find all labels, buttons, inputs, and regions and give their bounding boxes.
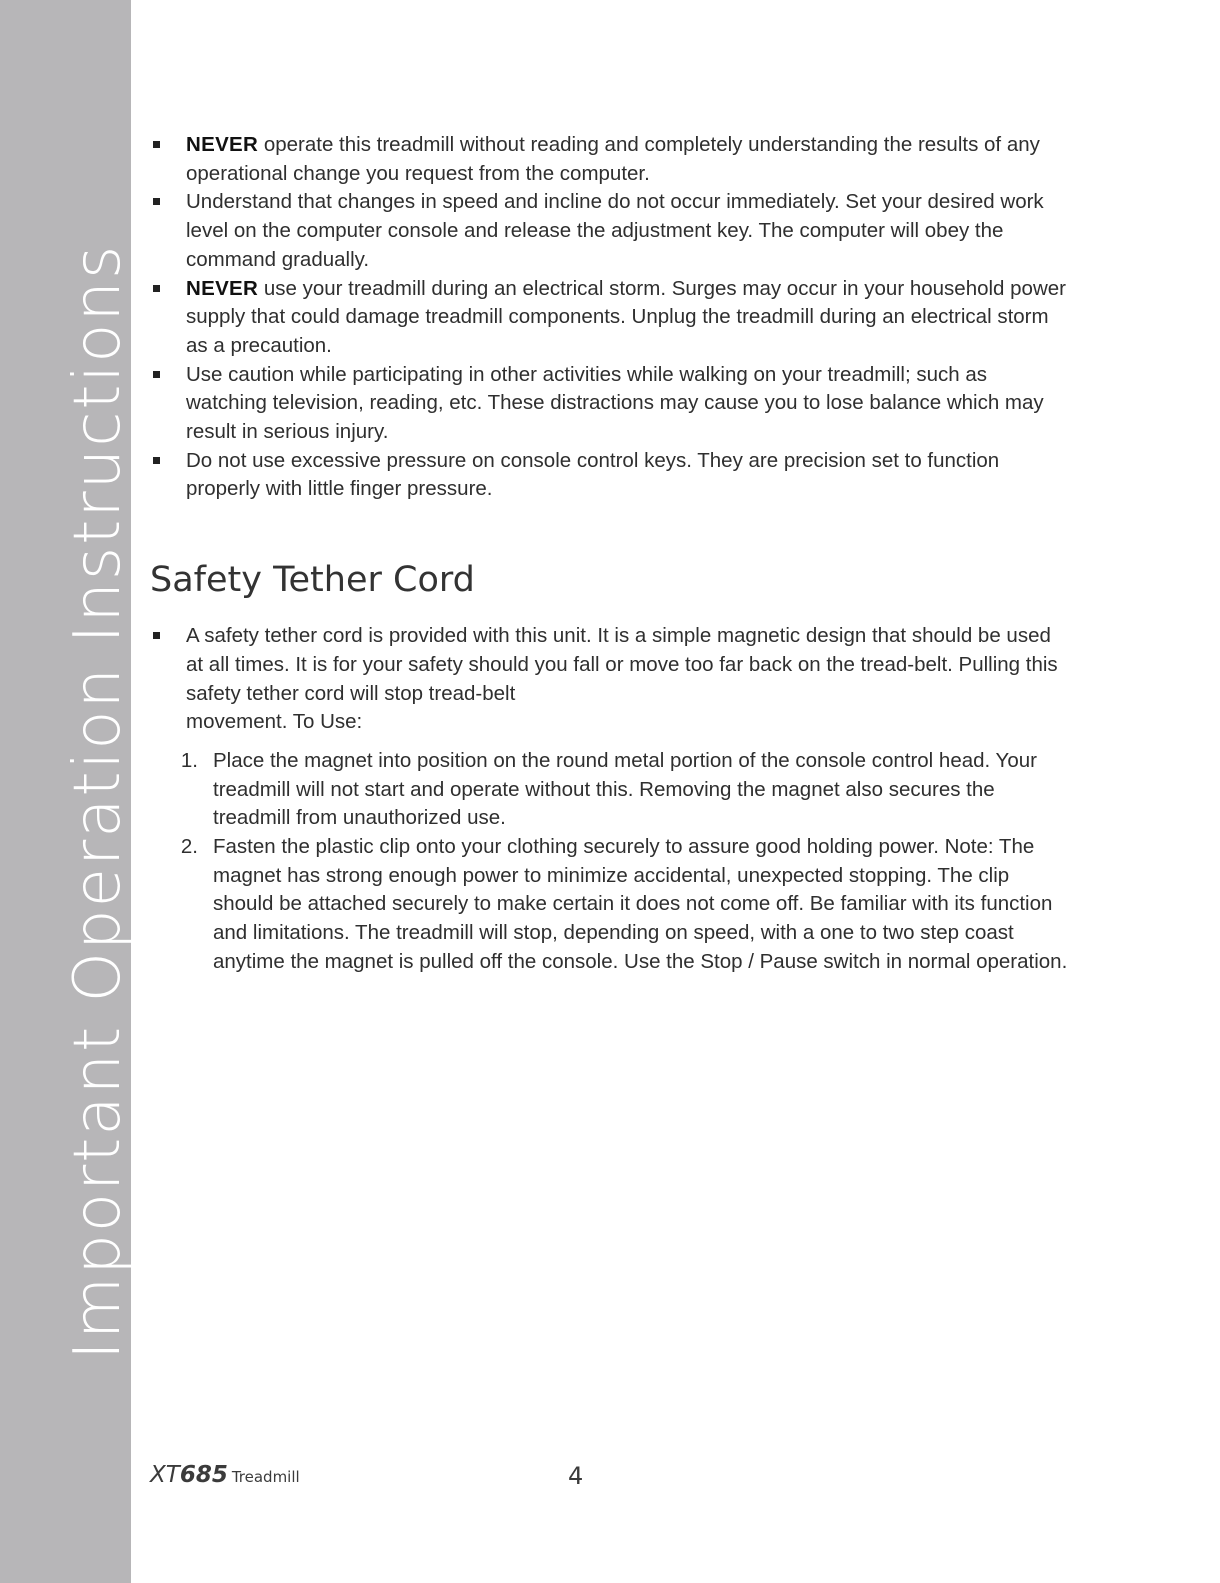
section-heading: Safety Tether Cord (150, 560, 475, 601)
step-item (150, 747, 1070, 833)
sidebar-title: Important Operation Instructions (61, 243, 135, 1360)
bullet-square-icon (153, 141, 160, 148)
list-item (150, 447, 1070, 504)
step-text: Fasten the plastic clip onto your clothing securely to assure good holding power. Note: The magnet has strong enough power to minimize accidental, unexpected stopping. The clip should be attached securely to make certain it does not come off. Be familiar with its function and limitations. The treadmill will stop, depending on speed, with a one to two step coast anytime the magnet is pulled off the console. Use the Stop / Pause switch in normal operation. (213, 835, 1068, 973)
safety-intro-tail: movement. To Use: (186, 710, 363, 734)
safety-intro-text: A safety tether cord is provided with this unit. It is a simple magnetic design that should be used at all times. It is for your safety should you fall or move too far back on the tread-belt. Pulling this safety tether cord will stop tread-belt (186, 624, 1058, 705)
list-item (150, 188, 1070, 274)
brand-prefix: XT (150, 1462, 180, 1488)
steps-list (150, 747, 1070, 977)
bullet-square-icon (153, 198, 160, 205)
list-item-text: operate this treadmill without reading and completely understanding the results of any operational change you request from the computer. (186, 133, 1040, 185)
emphasis-text: NEVER (186, 276, 259, 300)
list-item-text: Do not use excessive pressure on console control keys. They are precision set to function properly with little finger pressure. (186, 448, 1000, 501)
bullet-square-icon (153, 457, 160, 464)
page-content (150, 131, 1070, 977)
list-item-text: Use caution while participating in other activities while walking on your treadmill; such as watching television, reading, etc. These distractions may cause you to lose balance which may result in serious injury. (186, 362, 1044, 444)
emphasis-text: NEVER (186, 133, 259, 156)
brand-logo (150, 1462, 300, 1488)
list-item-text: use your treadmill during an electrical storm. Surges may occur in your household power supply that could damage treadmill components. Unplug the treadmill during an electrical storm as a precaution. (186, 276, 1066, 357)
page-number: 4 (568, 1462, 584, 1490)
bullet-square-icon (153, 285, 160, 292)
brand-word: Treadmill (231, 1468, 300, 1486)
instructions-list (150, 131, 1070, 504)
safety-list (150, 622, 1070, 737)
bullet-square-icon (153, 371, 160, 378)
list-item (150, 361, 1070, 447)
sidebar-band (0, 0, 135, 1583)
list-item (150, 275, 1070, 361)
brand-number: 685 (179, 1462, 228, 1488)
step-number: 2. (180, 835, 198, 859)
list-item (150, 131, 1070, 188)
step-text: Place the magnet into position on the round metal portion of the console control head. Your treadmill will not start and operate without this. Removing the magnet also secures the treadmill from unauthorized use. (213, 748, 1037, 830)
page-footer (150, 1462, 850, 1492)
bullet-square-icon (153, 632, 160, 639)
step-item (150, 833, 1070, 977)
step-number: 1. (180, 748, 198, 772)
list-item-text: Understand that changes in speed and incline do not occur immediately. Set your desired work level on the computer console and release the adjustment key. The computer will obey the command gradually. (186, 190, 1044, 271)
list-item (150, 622, 1070, 737)
